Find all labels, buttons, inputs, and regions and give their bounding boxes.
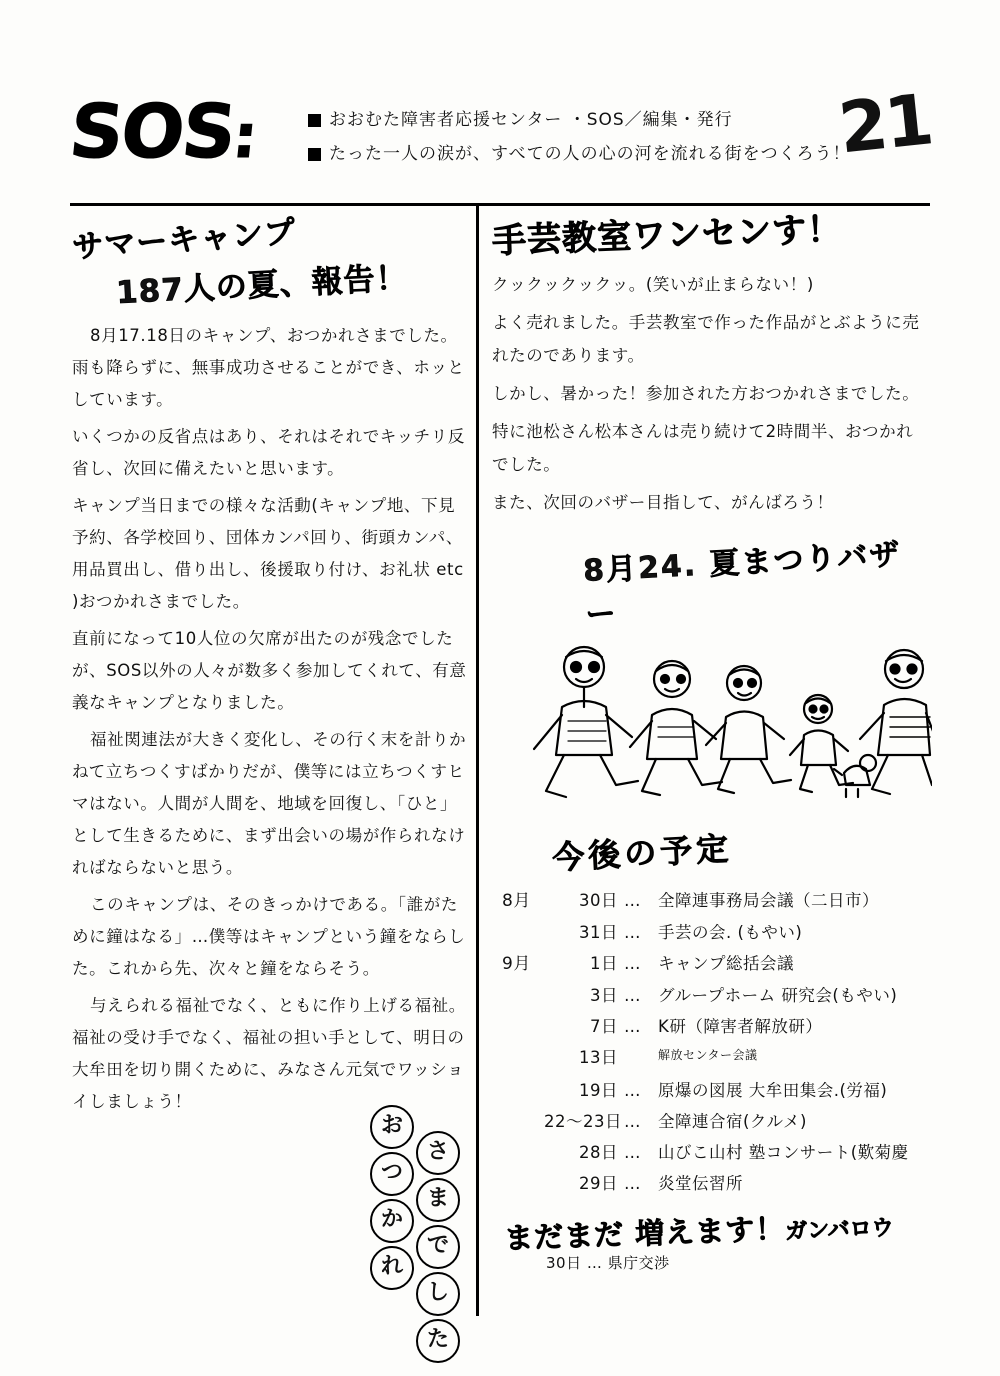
- schedule-text: 全障連事務局会議（二日市）: [658, 891, 879, 910]
- masthead-line-1: [308, 103, 868, 137]
- right-column: [492, 210, 928, 1273]
- schedule-text: 全障連合宿(クルメ): [658, 1112, 807, 1131]
- schedule-dots: …: [624, 891, 642, 910]
- masthead-publisher: おおむた障害者応援センター ・SOS／編集・発行: [329, 110, 733, 130]
- stamp-char: ま: [416, 1178, 460, 1222]
- ganbaro-main-text: まだまだ 増えます！: [503, 1211, 786, 1256]
- schedule-day: 31日: [579, 923, 618, 942]
- square-bullet-icon: [308, 148, 321, 161]
- schedule-row: [502, 980, 928, 1011]
- stamp-char: さ: [416, 1131, 460, 1175]
- schedule-text: 解放センター会議: [658, 1048, 758, 1062]
- schedule-dots: …: [624, 986, 642, 1005]
- square-bullet-icon: [308, 114, 321, 127]
- schedule-dots: …: [624, 1017, 642, 1036]
- schedule-day: 19日: [579, 1081, 618, 1100]
- schedule-row: [502, 1042, 928, 1075]
- schedule-dots: …: [624, 1174, 642, 1193]
- schedule-day: 30日: [579, 891, 618, 910]
- stamp-char: た: [416, 1319, 460, 1363]
- right-body: [492, 268, 928, 519]
- publication-logo: [65, 89, 260, 175]
- schedule-text: キャンプ総括会議: [658, 954, 794, 973]
- paragraph: クックックックッ。(笑いが止まらない！): [492, 275, 814, 294]
- stamp-char: お: [370, 1105, 414, 1149]
- schedule-row: [502, 1011, 928, 1042]
- left-headline-line2: 187人の夏、報告！: [115, 259, 409, 312]
- stamp-char: か: [370, 1199, 414, 1243]
- schedule-list: [502, 885, 928, 1199]
- schedule-title: 今後の予定: [551, 829, 734, 877]
- schedule-day: 7日: [590, 1017, 618, 1036]
- stamp-column-a: [370, 1105, 414, 1293]
- schedule-day: 22〜23日: [544, 1112, 622, 1131]
- schedule-dots: …: [624, 954, 642, 973]
- schedule-month: 8月: [502, 891, 531, 911]
- schedule-row-tail: [546, 1252, 928, 1273]
- bazaar-banner: 8月24. 夏まつりバザー: [582, 537, 903, 633]
- schedule-month: 9月: [502, 954, 531, 974]
- paragraph: しかし、暑かった！参加された方おつかれさまでした。: [492, 384, 920, 403]
- stamp-char: し: [416, 1272, 460, 1316]
- schedule-row: [502, 1075, 928, 1106]
- paragraph: いくつかの反省点はあり、それはそれでキッチリ反省し、次回に備えたいと思います。: [72, 427, 465, 478]
- right-headline: 手芸教室ワンセンす！: [491, 209, 843, 262]
- paragraph: よく売れました。手芸教室で作った作品がとぶように売れたのであります。: [492, 313, 920, 365]
- schedule-text: 原爆の図展 大牟田集会.(労福): [658, 1081, 888, 1100]
- ganbaro-small-text: ガンバロウ: [784, 1215, 895, 1245]
- ganbaro-banner: [503, 1202, 928, 1258]
- schedule-dots: …: [624, 923, 642, 942]
- schedule-text: 県庁交渉: [607, 1254, 670, 1272]
- stamp-column-b: [416, 1131, 460, 1366]
- schedule-row: [502, 948, 928, 980]
- masthead-line-2: [308, 137, 868, 171]
- column-divider-rule: [476, 206, 479, 1316]
- schedule-row: [502, 1106, 928, 1137]
- paragraph: 直前になって10人位の欠席が出たのが残念でしたが、SOS以外の人々が数多く参加してくれて、有意義なキャンプとなりました。: [72, 629, 467, 712]
- schedule-text: 山びこ山村 塾コンサート(歎菊慶: [658, 1143, 909, 1162]
- paragraph: 福祉関連法が大きく変化し、その行く末を計りかねて立ちつくすばかりだが、僕等には立ちつくすヒマはない。人間が人間を、地域を回復し、「ひと」として生きるために、まず出会いの場が作られなければならないと思う。: [72, 730, 467, 877]
- schedule-row: [502, 917, 928, 948]
- schedule-day: 1日: [590, 954, 618, 973]
- logo-text: SOS: [65, 89, 239, 175]
- paragraph: また、次回のバザー目指して、がんばろう！: [492, 493, 834, 512]
- masthead-slogan: たった一人の涙が、すべての人の心の河を流れる街をつくろう！: [329, 144, 851, 164]
- paragraph: 8月17.18日のキャンプ、おつかれさまでした。雨も降らずに、無事成功させることができ、ホッとしています。: [72, 326, 465, 409]
- paragraph: 与えられる福祉でなく、ともに作り上げる福祉。福祉の受け手でなく、福祉の担い手として、明日の大牟田を切り開くために、みなさん元気でワッショイしましょう！: [72, 996, 466, 1111]
- schedule-day: 30日: [546, 1254, 582, 1272]
- schedule-day: 29日: [579, 1174, 618, 1193]
- schedule-dots: …: [586, 1254, 603, 1272]
- schedule-day: 28日: [579, 1143, 618, 1162]
- paragraph: 特に池松さん松本さんは売り続けて2時間半、おつかれでした。: [492, 422, 914, 474]
- stamp-char: つ: [370, 1152, 414, 1196]
- schedule-dots: …: [624, 1112, 642, 1131]
- schedule-text: 手芸の会. (もやい): [658, 923, 803, 942]
- schedule-row: [502, 1168, 928, 1199]
- schedule-text: 炎堂伝習所: [658, 1174, 743, 1193]
- schedule-dots: …: [624, 1143, 642, 1162]
- schedule-text: グループホーム 研究会(もやい): [658, 986, 898, 1005]
- masthead-lines: [308, 103, 868, 171]
- masthead: [65, 78, 935, 200]
- schedule-day: 3日: [590, 986, 618, 1005]
- left-headline-line1: サマーキャンプ: [71, 214, 298, 266]
- paragraph: このキャンプは、そのきっかけである。「誰がために鐘はなる」…僕等はキャンプという鐘をならした。これから先、次々と鐘をならそう。: [72, 895, 466, 978]
- issue-number: 21: [834, 78, 935, 170]
- schedule-dots: …: [624, 1081, 642, 1100]
- stamp-char: れ: [370, 1246, 414, 1290]
- illustration-svg: [512, 635, 932, 815]
- header-divider-rule: [70, 203, 930, 206]
- left-column: [71, 212, 468, 1352]
- schedule-row: [502, 885, 928, 917]
- marching-people-illustration: [512, 635, 932, 815]
- stamp-char: で: [416, 1225, 460, 1269]
- left-body: [72, 320, 468, 1118]
- schedule-row: [502, 1137, 928, 1168]
- logo-colon: :: [229, 102, 259, 172]
- schedule-text: K研（障害者解放研）: [658, 1017, 823, 1036]
- paragraph: キャンプ当日までの様々な活動(キャンプ地、下見予約、各学校回り、団体カンパ回り、街頭カンパ、用品買出し、借り出し、後援取り付け、お礼状 etc )おつかれさまでした。: [72, 496, 464, 611]
- schedule-day: 13日: [579, 1048, 618, 1067]
